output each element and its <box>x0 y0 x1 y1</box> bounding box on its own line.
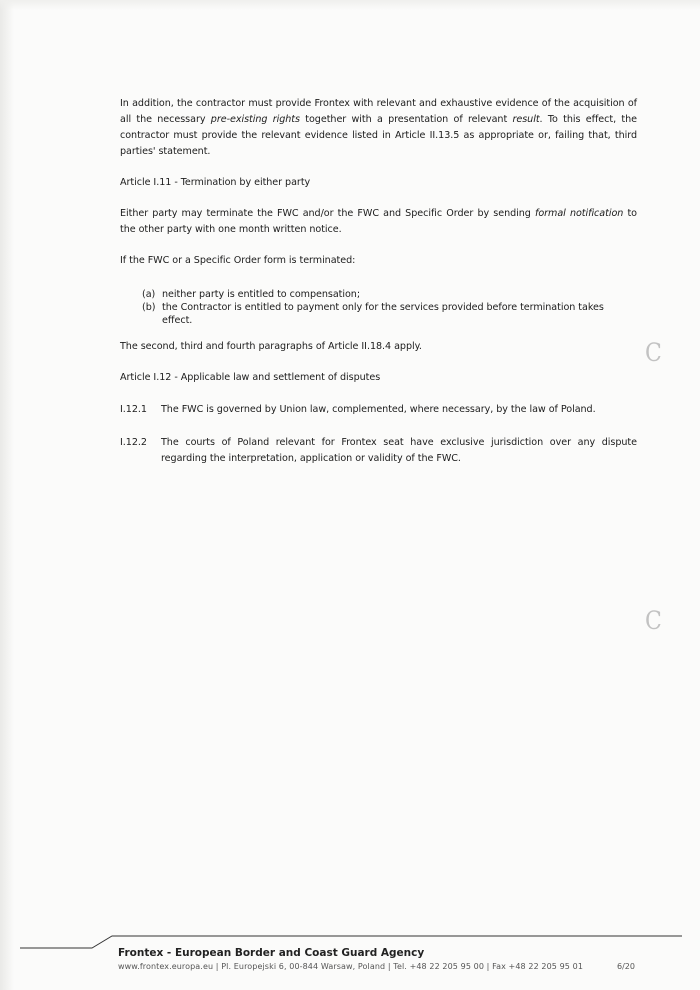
heading-article-i11: Article I.11 - Termination by either party <box>120 177 311 188</box>
clause-i122 <box>120 435 637 467</box>
clause-number-i121: I.12.1 <box>120 404 147 415</box>
list-text-a: neither party is entitled to compensation; <box>162 289 361 300</box>
scan-shadow-top <box>0 0 700 10</box>
scan-shadow-left <box>0 0 14 990</box>
list-item-b <box>142 302 637 328</box>
clause-i121 <box>120 402 637 418</box>
footer-page-number: 6/20 <box>617 962 635 971</box>
binder-clip-mark-upper: C <box>645 339 662 368</box>
list-marker-a: (a) <box>142 289 156 300</box>
clause-number-i122: I.12.2 <box>120 437 147 448</box>
paragraph-termination-notice: Either party may terminate the FWC and/or the FWC and Specific Order by sending formal notification to the other party with one month written notice. <box>120 208 637 235</box>
footer-agency-name: Frontex - European Border and Coast Guard Agency <box>118 947 425 959</box>
paragraph-evidence: In addition, the contractor must provide Frontex with relevant and exhaustive evidence of the acquisition of all the necessary pre-existing rights together with a presentation of relevant result. To this effect, the contractor must provide the relevant evidence listed in Article II.13.5 as appropriate or, failing that, third parties' statement. <box>120 98 637 157</box>
paragraph-article-ii184: The second, third and fourth paragraphs of Article II.18.4 apply. <box>120 341 422 352</box>
heading-article-i12: Article I.12 - Applicable law and settlement of disputes <box>120 372 381 383</box>
binder-clip-mark-lower: C <box>645 607 662 636</box>
clause-text-i122: The courts of Poland relevant for Frontex seat have exclusive jurisdiction over any dispute regarding the interpretation, application or validity of the FWC. <box>161 437 637 464</box>
list-text-b: the Contractor is entitled to payment only for the services provided before termination takes effect. <box>162 302 604 326</box>
paragraph-if-terminated: If the FWC or a Specific Order form is terminated: <box>120 255 356 266</box>
footer-contact-info: www.frontex.europa.eu | Pl. Europejski 6, 00-844 Warsaw, Poland | Tel. +48 22 205 95 00 | Fax +48 22 205 95 01 <box>118 962 584 971</box>
list-marker-b: (b) <box>142 302 156 313</box>
clause-text-i121: The FWC is governed by Union law, complemented, where necessary, by the law of Poland. <box>161 404 596 415</box>
list-item-a <box>142 289 637 302</box>
